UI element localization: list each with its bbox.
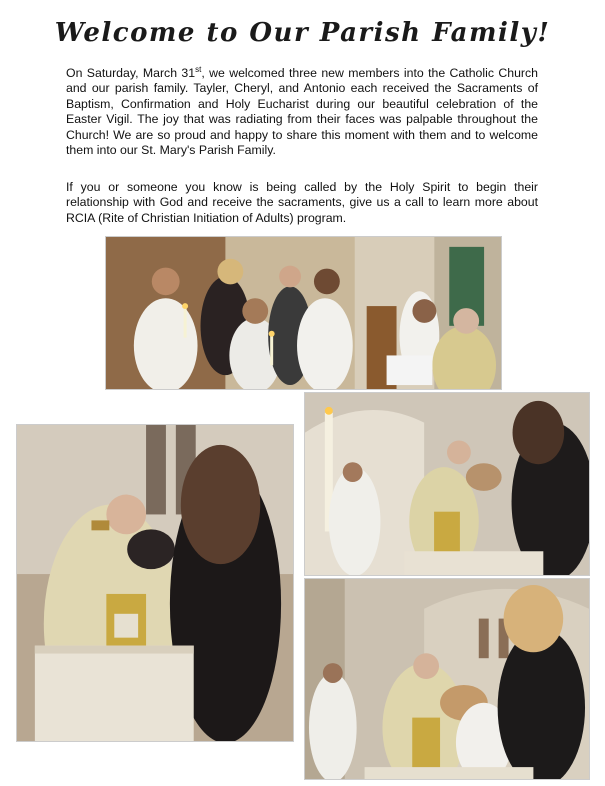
anointing-photo (304, 392, 590, 576)
announcement-paragraph (66, 66, 538, 158)
date-ordinal-suffix: st (195, 64, 202, 74)
baptism-photo (304, 578, 590, 780)
paragraph-body-text: , we welcomed three new members into the Catholic Church and our parish family. Tayler, Cheryl, and Antonio each received the Sacraments of Baptism, Confirmation and Holy Eucharist during our beautiful celebration of the Easter Vigil. The joy that was radiating from their faces was palpable throughout the Church! We are so proud and happy to share this moment with them and to welcome them into our St. Mary's Parish Family. (66, 66, 538, 158)
baptism-font-photo (16, 424, 294, 742)
candle-group-photo (105, 236, 502, 390)
page-title: Welcome to Our Parish Family! (54, 18, 551, 48)
paragraph-date-text: On Saturday, March 31 (66, 66, 196, 80)
rcia-invitation-paragraph: If you or someone you know is being called by the Holy Spirit to begin their relationship with God and receive the sacraments, give us a call to learn more about RCIA (Rite of Christian Initiation of Adults) program. (66, 180, 538, 225)
